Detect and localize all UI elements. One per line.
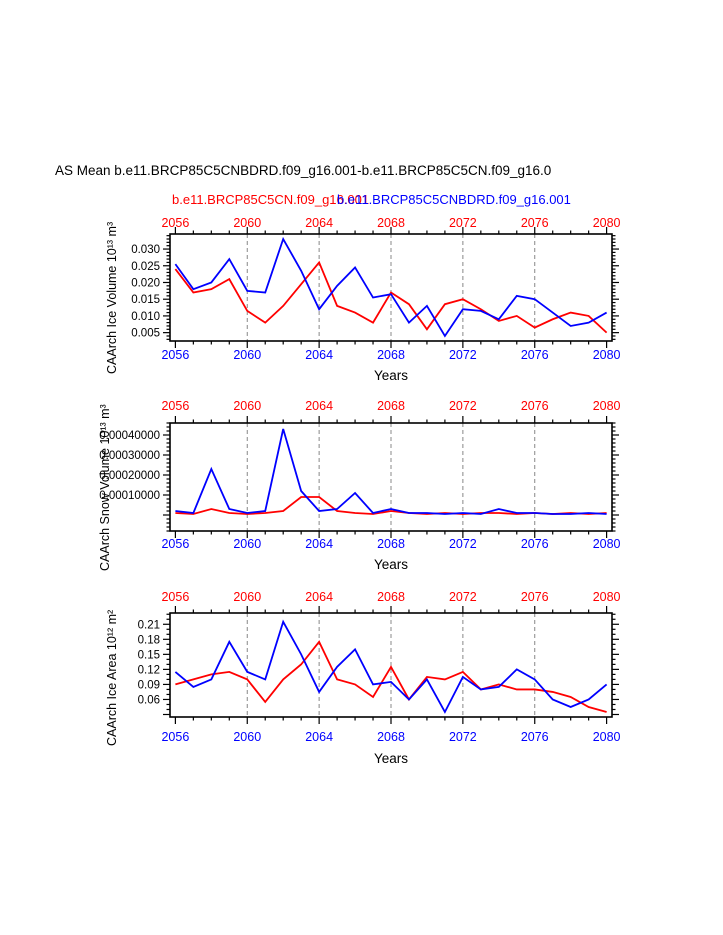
x-tick-label-top: 2072 bbox=[448, 590, 477, 604]
x-tick-label-top: 2076 bbox=[520, 590, 549, 604]
y-tick-label: 0.020 bbox=[131, 277, 160, 290]
x-tick-label-top: 2064 bbox=[305, 399, 334, 413]
x-tick-label-bottom: 2064 bbox=[305, 348, 334, 362]
y-tick-label: 0.025 bbox=[131, 260, 160, 273]
x-tick-label-bottom: 2056 bbox=[161, 537, 190, 551]
ice-area-axis-title: CAArch Ice Area 10¹² m² bbox=[105, 609, 119, 747]
x-tick-label-top: 2056 bbox=[161, 216, 190, 230]
x-tick-label-top: 2060 bbox=[233, 399, 262, 413]
ice-volume-axis-title: CAArch Ice Volume 10¹³ m³ bbox=[105, 221, 119, 374]
x-tick-label-bottom: 2080 bbox=[592, 348, 621, 362]
y-tick-label: 0.00040000 bbox=[99, 430, 160, 442]
x-tick-label-bottom: 2080 bbox=[592, 537, 621, 551]
y-tick-label: 0.00020000 bbox=[99, 470, 160, 482]
x-tick-label-bottom: 2068 bbox=[377, 537, 405, 551]
x-tick-label-top: 2080 bbox=[592, 399, 621, 413]
x-tick-label-top: 2064 bbox=[305, 590, 334, 604]
x-axis-title: Years bbox=[373, 557, 409, 572]
x-tick-label-bottom: 2068 bbox=[377, 348, 405, 362]
x-tick-label-bottom: 2072 bbox=[448, 730, 477, 744]
x-axis-title: Years bbox=[373, 368, 409, 383]
x-tick-label-bottom: 2068 bbox=[377, 730, 405, 744]
x-tick-label-top: 2056 bbox=[161, 399, 190, 413]
x-tick-label-top: 2068 bbox=[377, 216, 405, 230]
snow-volume-chart bbox=[0, 393, 723, 573]
y-tick-label: 0.00010000 bbox=[99, 490, 160, 502]
legend-red-label: b.e11.BRCP85C5CN.f09_g16.001 bbox=[172, 192, 370, 207]
y-tick-label: 0.015 bbox=[131, 294, 160, 307]
y-tick-label: 0.09 bbox=[137, 679, 160, 692]
x-tick-label-top: 2080 bbox=[592, 590, 621, 604]
legend-blue-label: b.e11.BRCP85C5CNBDRD.f09_g16.001 bbox=[337, 192, 571, 207]
snow-volume-axis-title: CAArch Snow Volume 10¹³ m³ bbox=[98, 404, 112, 571]
x-tick-label-top: 2080 bbox=[592, 216, 621, 230]
x-tick-label-top: 2072 bbox=[448, 399, 477, 413]
x-tick-label-bottom: 2060 bbox=[233, 537, 262, 551]
x-tick-label-top: 2064 bbox=[305, 216, 334, 230]
x-tick-label-bottom: 2080 bbox=[592, 730, 621, 744]
x-tick-label-top: 2068 bbox=[377, 590, 405, 604]
ice-volume-chart bbox=[0, 205, 723, 390]
x-tick-label-bottom: 2072 bbox=[448, 537, 477, 551]
x-axis-title: Years bbox=[373, 751, 409, 766]
y-tick-label: 0.010 bbox=[131, 310, 160, 323]
x-tick-label-bottom: 2064 bbox=[305, 537, 334, 551]
y-tick-label: 0.00030000 bbox=[99, 450, 160, 462]
x-tick-label-bottom: 2060 bbox=[233, 348, 262, 362]
y-tick-label: 0.18 bbox=[137, 634, 160, 647]
x-tick-label-bottom: 2076 bbox=[520, 348, 549, 362]
x-tick-label-bottom: 2060 bbox=[233, 730, 262, 744]
y-tick-label: 0.06 bbox=[137, 694, 160, 707]
x-tick-label-top: 2060 bbox=[233, 590, 262, 604]
x-tick-label-bottom: 2064 bbox=[305, 730, 334, 744]
x-tick-label-bottom: 2072 bbox=[448, 348, 477, 362]
y-tick-label: 0.21 bbox=[137, 619, 160, 632]
y-tick-label: 0.005 bbox=[131, 327, 160, 340]
y-tick-label: 0.030 bbox=[131, 244, 160, 257]
y-tick-label: 0.15 bbox=[137, 649, 160, 662]
x-tick-label-top: 2056 bbox=[161, 590, 190, 604]
x-tick-label-top: 2060 bbox=[233, 216, 262, 230]
x-tick-label-top: 2076 bbox=[520, 399, 549, 413]
x-tick-label-top: 2072 bbox=[448, 216, 477, 230]
x-tick-label-bottom: 2056 bbox=[161, 348, 190, 362]
ice-area-chart bbox=[0, 584, 723, 767]
x-tick-label-bottom: 2056 bbox=[161, 730, 190, 744]
x-tick-label-bottom: 2076 bbox=[520, 537, 549, 551]
x-tick-label-top: 2076 bbox=[520, 216, 549, 230]
x-tick-label-bottom: 2076 bbox=[520, 730, 549, 744]
page-title: AS Mean b.e11.BRCP85C5CNBDRD.f09_g16.001-b.e11.BRCP85C5CN.f09_g16.0 bbox=[55, 163, 552, 178]
y-tick-label: 0.12 bbox=[137, 664, 160, 677]
x-tick-label-top: 2068 bbox=[377, 399, 405, 413]
